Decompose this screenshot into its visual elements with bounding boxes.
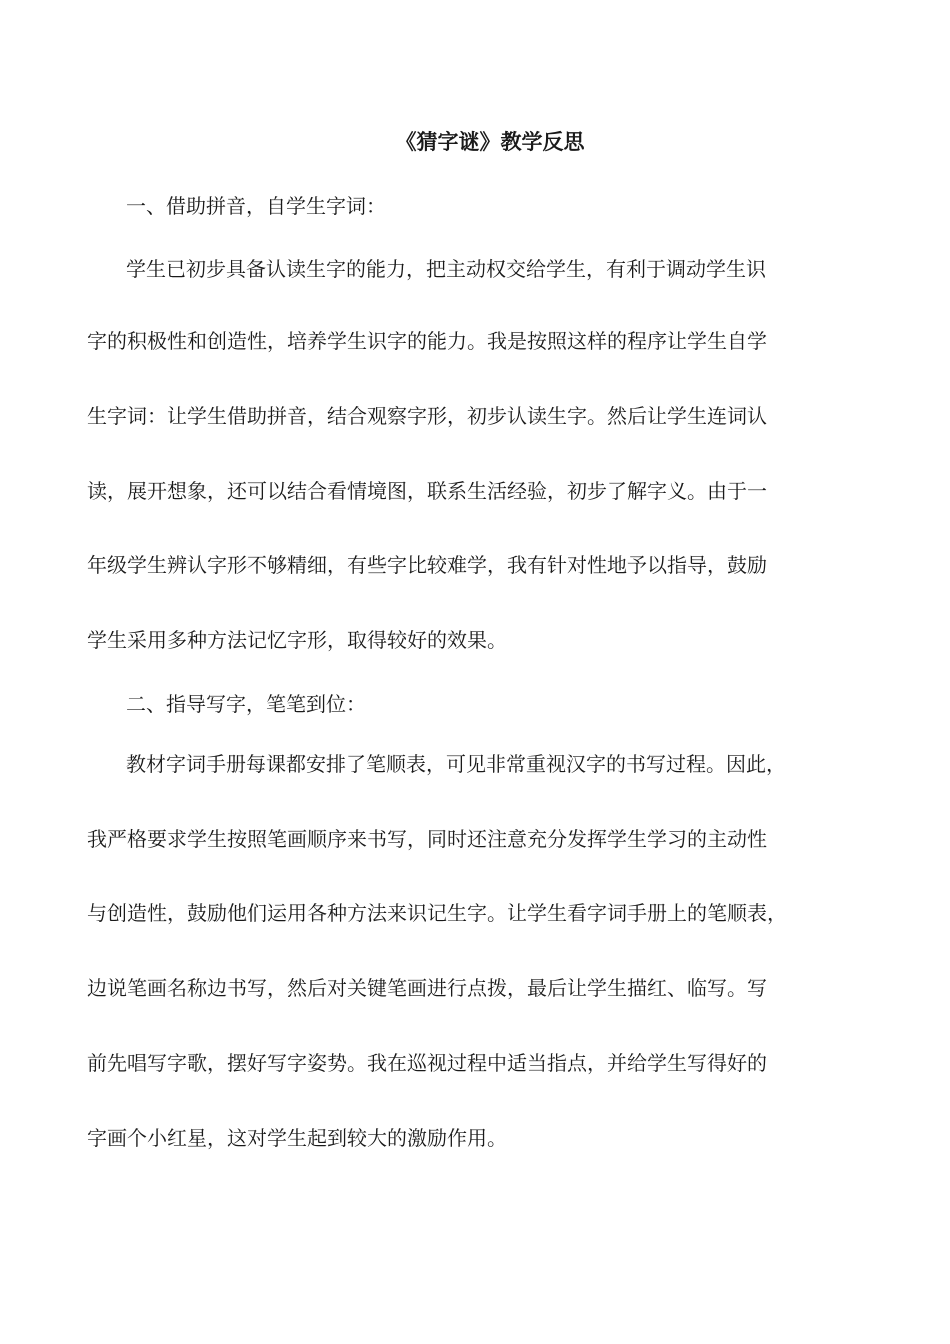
- section-1-line-5: 年级学生辨认字形不够精细，有些字比较难学，我有针对性地予以指导，鼓励: [87, 553, 767, 577]
- section-1-line-6: 学生采用多种方法记忆字形，取得较好的效果。: [87, 628, 507, 652]
- section-1-line-2: 字的积极性和创造性，培养学生识字的能力。我是按照这样的程序让学生自学: [87, 329, 767, 353]
- section-1-line-1: 学生已初步具备认读生字的能力，把主动权交给学生，有利于调动学生识: [126, 257, 766, 281]
- section-2-heading: 二、指导写字，笔笔到位：: [126, 692, 366, 716]
- section-2-line-1: 教材字词手册每课都安排了笔顺表，可见非常重视汉字的书写过程。因此，: [126, 752, 786, 776]
- section-1-line-3: 生字词：让学生借助拼音，结合观察字形，初步认读生字。然后让学生连词认: [87, 404, 767, 428]
- section-2-line-6: 字画个小红星，这对学生起到较大的激励作用。: [87, 1126, 507, 1150]
- section-1-heading: 一、借助拼音，自学生字词：: [126, 194, 386, 218]
- section-2-line-5: 前先唱写字歌，摆好写字姿势。我在巡视过程中适当指点，并给学生写得好的: [87, 1051, 767, 1075]
- section-1-line-4: 读，展开想象，还可以结合看情境图，联系生活经验，初步了解字义。由于一: [87, 479, 767, 503]
- section-2-line-4: 边说笔画名称边书写，然后对关键笔画进行点拨，最后让学生描红、临写。写: [87, 976, 767, 1000]
- section-2-line-2: 我严格要求学生按照笔画顺序来书写，同时还注意充分发挥学生学习的主动性: [87, 827, 767, 851]
- document-title: 《猜字谜》教学反思: [395, 129, 585, 154]
- section-2-line-3: 与创造性，鼓励他们运用各种方法来识记生字。让学生看字词手册上的笔顺表，: [87, 901, 787, 925]
